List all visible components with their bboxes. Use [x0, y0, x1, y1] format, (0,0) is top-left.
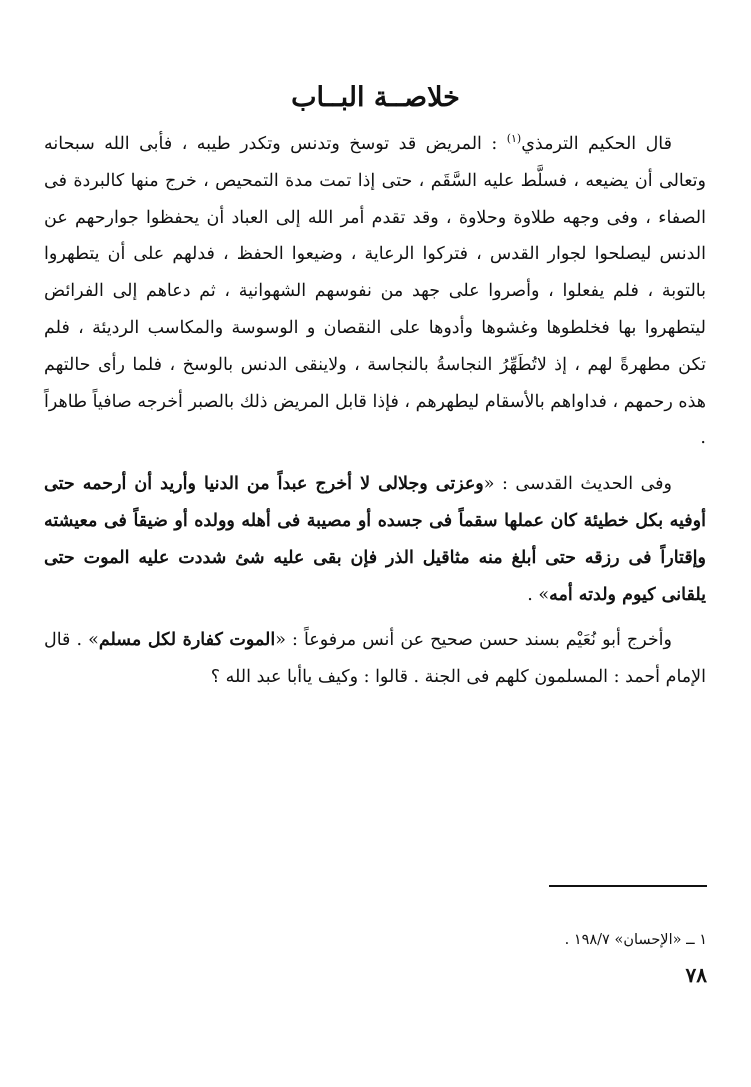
- paragraph-2-tail: » .: [527, 584, 550, 605]
- paragraph-abu-nuaym: [44, 622, 706, 696]
- hadith-death-expiation: الموت كفارة لكل مسلم: [98, 630, 276, 651]
- footnote-reference[interactable]: (١): [506, 132, 522, 146]
- paragraph-3-tail: » . قال الإمام أحمد : المسلمون كلهم فى الجنة . قالوا : وكيف ياأبا عبد الله ؟: [44, 630, 706, 688]
- main-text: [44, 126, 706, 696]
- footnote-divider: [549, 885, 707, 887]
- page-number: ٧٨: [685, 963, 707, 987]
- hadith-qudsi-text: وعزتى وجلالى لا أخرج عبداً من الدنيا وأريد أن أرحمه حتى أوفيه بكل خطيئة كان عملها سقماً فى جسده أو مصيبة فى أهله وولده أو ضيقاً فى معيشته وإقتاراً فى رزقه حتى أبلغ منه مثاقيل الذر فإن بقى عليه شئ شددت عليه الموت حتى يلقانى كيوم ولدته أمه: [44, 474, 706, 605]
- paragraph-1-text: : المريض قد توسخ وتدنس وتكدر طيبه ، فأبى الله سبحانه وتعالى أن يضيعه ، فسلَّط عليه السَّقَم ، حتى إذا تمت مدة التمحيص ، خرج منها كالبردة فى الصفاء ، وفى وجهه طلاوة وحلاوة ، وقد تقدم أمر الله إلى العباد أن يحفظوا جوارحهم عن الدنس ليصلحوا لجوار القدس ، فتركوا الرعاية ، وضيعوا الحفظ ، فدلهم على أن يتطهروا بالتوبة ، فلم يفعلوا ، وأصروا على جهد من نفوسهم الشهوانية ، ثم دعاهم إلى الفرائض ليتطهروا بها فخلطوها وغشوها وأدوها على النقصان و الوسوسة والمكاسب الرديئة ، فلم تكن مطهرةً لهم ، إذ لاتُطَهِّرُ النجاسةُ بالنجاسة ، ولاينقى الدنس بالوسخ ، فلما رأى حالتهم هذه رحمهم ، فداواهم بالأسقام ليطهرهم ، فإذا قابل المريض ذلك بالصبر أخرجه صافياً طاهراً .: [44, 134, 706, 449]
- paragraph-3-lead: وأخرج أبو نُعَيْم بسند حسن صحيح عن أنس مرفوعاً : «: [275, 630, 672, 651]
- paragraph-2-lead: وفى الحديث القدسى : «: [483, 474, 672, 495]
- paragraph-hadith-qudsi: [44, 466, 706, 613]
- chapter-summary-title: خلاصــة البــاب: [291, 82, 460, 113]
- paragraph-1-lead: قال الحكيم الترمذي: [521, 134, 672, 154]
- footnote: ١ ــ «الإحسان» ١٩٨/٧ .: [564, 932, 707, 948]
- paragraph-tirmidhi: [44, 126, 706, 457]
